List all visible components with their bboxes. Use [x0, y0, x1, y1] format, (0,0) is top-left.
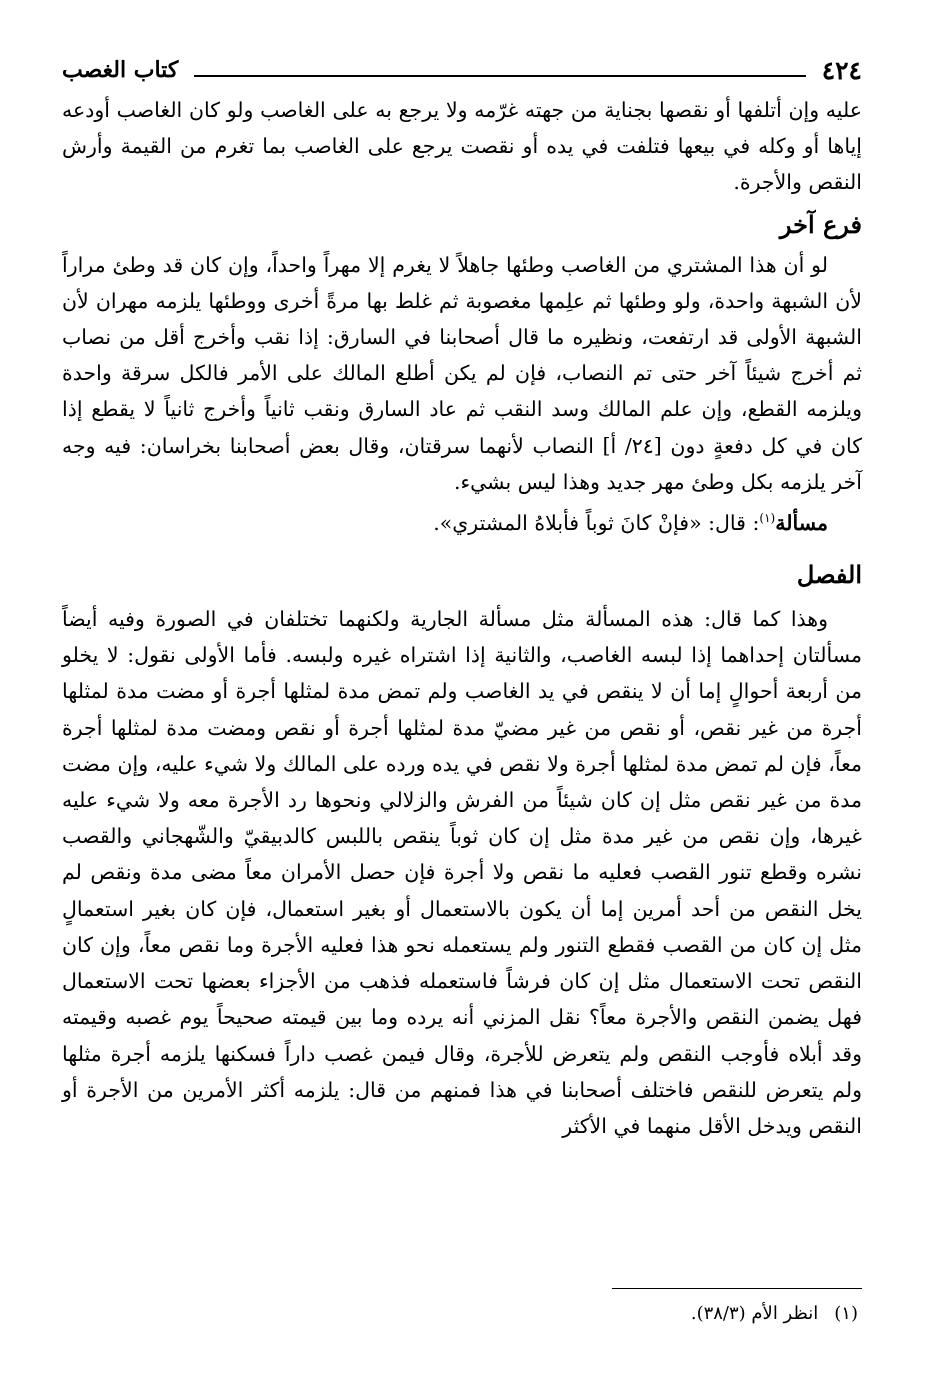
page-header: [62, 50, 862, 90]
footnote-rule: [612, 1288, 862, 1289]
footnote-ref[interactable]: (١): [759, 511, 776, 526]
section-heading-fasl: الفصل: [796, 560, 862, 590]
section1-paragraph: لو أن هذا المشتري من الغاصب وطئها جاهلاً لا يغرم إلا مهراً واحداً، وإن كان قد وطئ مراراً لأن الشبهة واحدة، ولو وطئها ثم علِمها مغصوبة ثم غلط بها مرةً أخرى ووطئها يلزمه مهران لأن الشبهة الأولى قد ارتفعت، ونظيره ما قال أصحابنا في السارق: إذا نقب وأخرج أقل من نصاب ثم أخرج شيئاً آخر حتى تم النصاب، فإن لم يكن أطلع المالك على الأمر فالكل سرقة واحدة ويلزمه القطع، وإن علم المالك وسد النقب ثم عاد السارق ونقب ثانياً وأخرج ثانياً لا يقطع إذا كان في كل دفعةٍ دون [٢٤/ أ] النصاب لأنهما سرقتان، وقال بعض أصحابنا بخراسان: فيه وجه آخر يلزمه بكل وطئ مهر جديد وهذا ليس بشيء.: [62, 252, 863, 494]
section2-paragraph: وهذا كما قال: هذه المسألة مثل مسألة الجارية ولكنهما تختلفان في الصورة وفيه أيضاً مسألتان إحداهما إذا لبسه الغاصب، والثانية إذا اشتراه غيره ولبسه. فأما الأولى نقول: لا يخلو من أربعة أحوالٍ إما أن لا ينقص في يد الغاصب ولم تمض مدة لمثلها أجرة أو مضت مدة لمثلها أجرة من غير نقص، أو نقص من غير مضيّ مدة لمثلها أجرة أو نقص ومضت مدة لمثلها أجرة معاً، فإن لم تمض مدة لمثلها أجرة ولا نقص في يده ورده على المالك ولا شيء عليه، وإن مضت مدة من غير نقص مثل إن كان شيئاً من الفرش والزلالي ونحوها رد الأجرة معه ولا شيء عليه غيرها، وإن نقص من غير مدة مثل إن كان ثوباً ينقص باللبس كالدبيقيّ والشّهجاني والقصب نشره وقطع تنور القصب فعليه ما نقص ولا أجرة فإن حصل الأمران معاً مضى مدة ونقص لم يخل النقص من أحد أمرين إما أن يكون بالاستعمال أو بغير استعمال، فإن كان بغير استعمالٍ مثل إن كان من القصب فقطع التنور ولم يستعمله نحو هذا فعليه الأجرة وما نقص معاً، وإن كان النقص تحت الاستعمال مثل إن كان فرشاً فاستعمله فذهب من الأجزاء بعضها تحت الاستعمال فهل يضمن النقص والأجرة معاً؟ نقل المزني أنه يرده وما بين قيمته صحيحاً يوم غصبه وقيمته وقد أبلاه فأوجب النقص ولم يتعرض للأجرة، وقال فيمن غصب داراً فسكنها يلزمه أجرة مثلها ولم يتعرض للنقص فاختلف أصحابنا في هذا فمنهم من قال: يلزمه أكثر الأمرين من الأجرة أو النقص ويدخل الأقل منهما في الأكثر: [62, 607, 862, 1138]
page-number: ٤٢٤: [821, 55, 862, 85]
footnote-text: انظر الأم (٣٨/٣).: [690, 1303, 819, 1324]
intro-paragraph: عليه وإن أتلفها أو نقصها بجناية من جهته غرّمه ولا يرجع به على الغاصب ولو كان الغاصب أودعه إياها أو وكله في بيعها فتلفت في يده أو نقصت يرجع على الغاصب بما تغرم من القيمة وأرش النقص والأجرة.: [62, 98, 863, 195]
masala-label: مسألة: [775, 510, 828, 535]
section-heading-far: فرع آخر: [779, 209, 862, 239]
book-title: كتاب الغصب: [62, 57, 179, 83]
masala-line: [62, 500, 862, 541]
masala-text: : قال: «فإنْ كانَ ثوباً فأبلاهُ المشتري».: [433, 510, 760, 535]
header-rule: [194, 75, 805, 77]
footnote: [691, 1301, 858, 1327]
page-body: [62, 92, 862, 1144]
footnote-number: (١): [834, 1303, 858, 1324]
